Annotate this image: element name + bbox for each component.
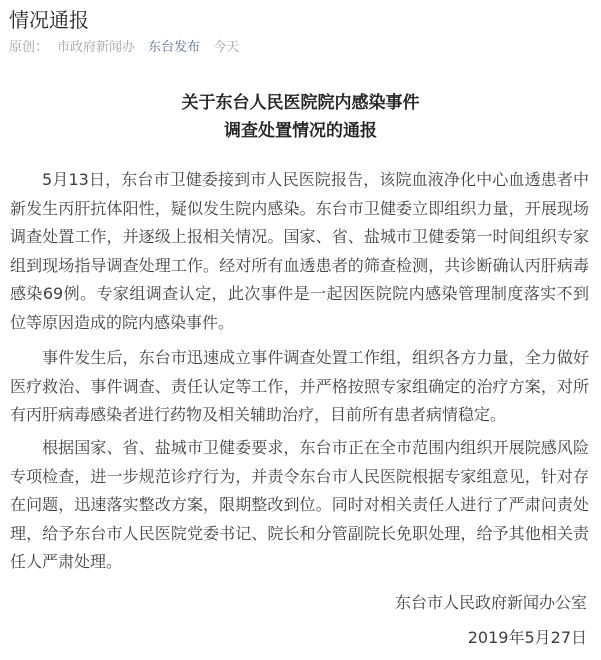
page-title: 情况通报 [9,8,89,32]
body-paragraph-3-text: 根据国家、省、盐城市卫健委要求，东台市正在全市范围内组织开展院感风险专项检查，进一步规范诊疗行为，并责令东台市人民医院根据专家组意见，针对存在问题，迅速落实整改方案，限期整改到位。同时对相关责任人进行了严肃问责处理，给予东台市人民医院党委书记、院长和分管副院长免职处理，给予其他相关责任人严肃处理。 [10,438,589,572]
body-paragraph-1 [10,166,589,338]
author-source: 市政府新闻办 [57,40,136,55]
publish-date: 今天 [213,40,240,55]
article-meta [9,39,248,57]
body-paragraph-2 [10,344,589,430]
signature-organization: 东台市人民政府新闻办公室 [394,593,587,612]
body-paragraph-3 [10,434,589,577]
body-paragraph-2-text: 事件发生后，东台市迅速成立事件调查处置工作组，组织各方力量，全力做好医疗救治、事件调查、责任认定等工作，并严格按照专家组确定的治疗方案，对所有丙肝病毒感染者进行药物及相关辅助治疗，目前所有患者病情稳定。 [10,348,589,425]
signature-date: 2019年5月27日 [467,628,587,647]
body-paragraph-1-text: 5月13日，东台市卫健委接到市人民医院报告，该院血液净化中心血透患者中新发生丙肝抗体阳性，疑似发生院内感染。东台市卫健委立即组织力量，开展现场调查处置工作，并逐级上报相关情况。国家、省、盐城市卫健委第一时间组织专家组到现场指导调查处理工作。经对所有血透患者的筛查检测，共诊断确认丙肝病毒感染69例。专家组调查认定，此次事件是一起因医院院内感染管理制度落实不到位等原因造成的院内感染事件。 [10,170,589,332]
original-label: 原创： [9,40,49,55]
headline-line-2: 调查处置情况的通报 [224,121,377,141]
headline-line-1: 关于东台人民医院院内感染事件 [181,93,420,113]
account-link[interactable]: 东台发布 [148,40,201,55]
